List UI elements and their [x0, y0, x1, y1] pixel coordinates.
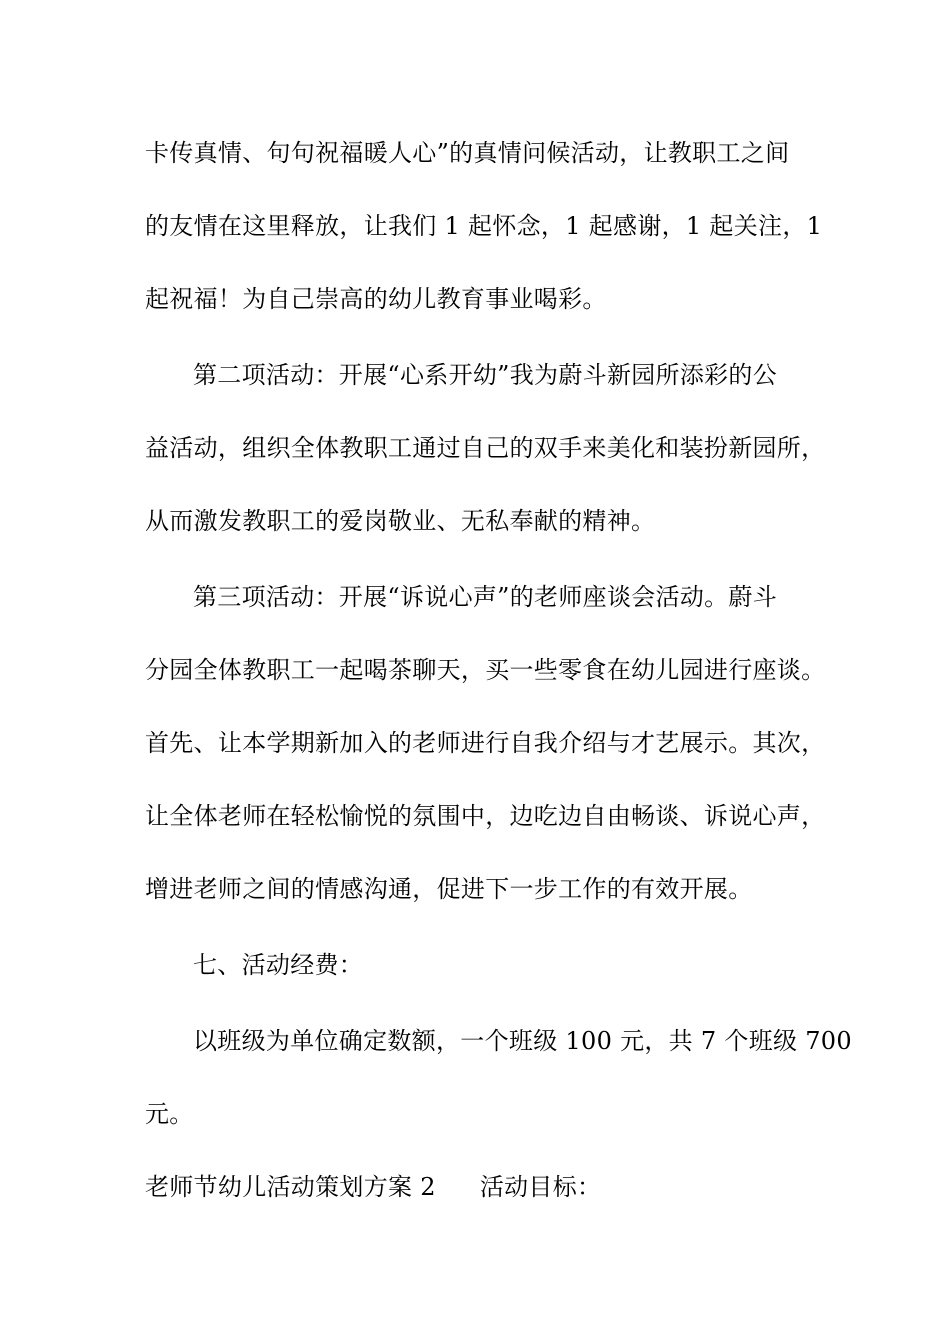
paragraph-line: 的友情在这里释放，让我们 1 起怀念，1 起感谢，1 起关注，1 [145, 212, 823, 240]
document-section-heading [145, 1172, 601, 1202]
paragraph-line: 让全体老师在轻松愉悦的氛围中，边吃边自由畅谈、诉说心声， [145, 802, 826, 830]
paragraph-line: 第二项活动：开展“心系开幼”我为蔚斗新园所添彩的公 [193, 361, 778, 389]
section-title: 老师节幼儿活动策划方案 2 [145, 1173, 436, 1201]
paragraph-line: 首先、让本学期新加入的老师进行自我介绍与才艺展示。其次， [145, 729, 826, 757]
paragraph-line: 第三项活动：开展“诉说心声”的老师座谈会活动。蔚斗 [193, 583, 778, 611]
paragraph-line: 从而激发教职工的爱岗敬业、无私奉献的精神。 [145, 507, 656, 535]
paragraph-line: 增进老师之间的情感沟通，促进下一步工作的有效开展。 [145, 875, 753, 903]
paragraph-line: 卡传真情、句句祝福暖人心”的真情问候活动，让教职工之间 [145, 139, 790, 167]
section-subtitle: 活动目标： [479, 1173, 602, 1201]
paragraph-line: 益活动，组织全体教职工通过自己的双手来美化和装扮新园所， [145, 434, 826, 462]
paragraph-line: 以班级为单位确定数额，一个班级 100 元，共 7 个班级 700 [193, 1027, 852, 1055]
paragraph-line: 元。 [145, 1100, 194, 1128]
paragraph-line: 分园全体教职工一起喝茶聊天，买一些零食在幼儿园进行座谈。 [145, 656, 826, 684]
paragraph-line: 起祝福！为自己崇高的幼儿教育事业喝彩。 [145, 285, 607, 313]
section-heading: 七、活动经费： [193, 951, 364, 979]
